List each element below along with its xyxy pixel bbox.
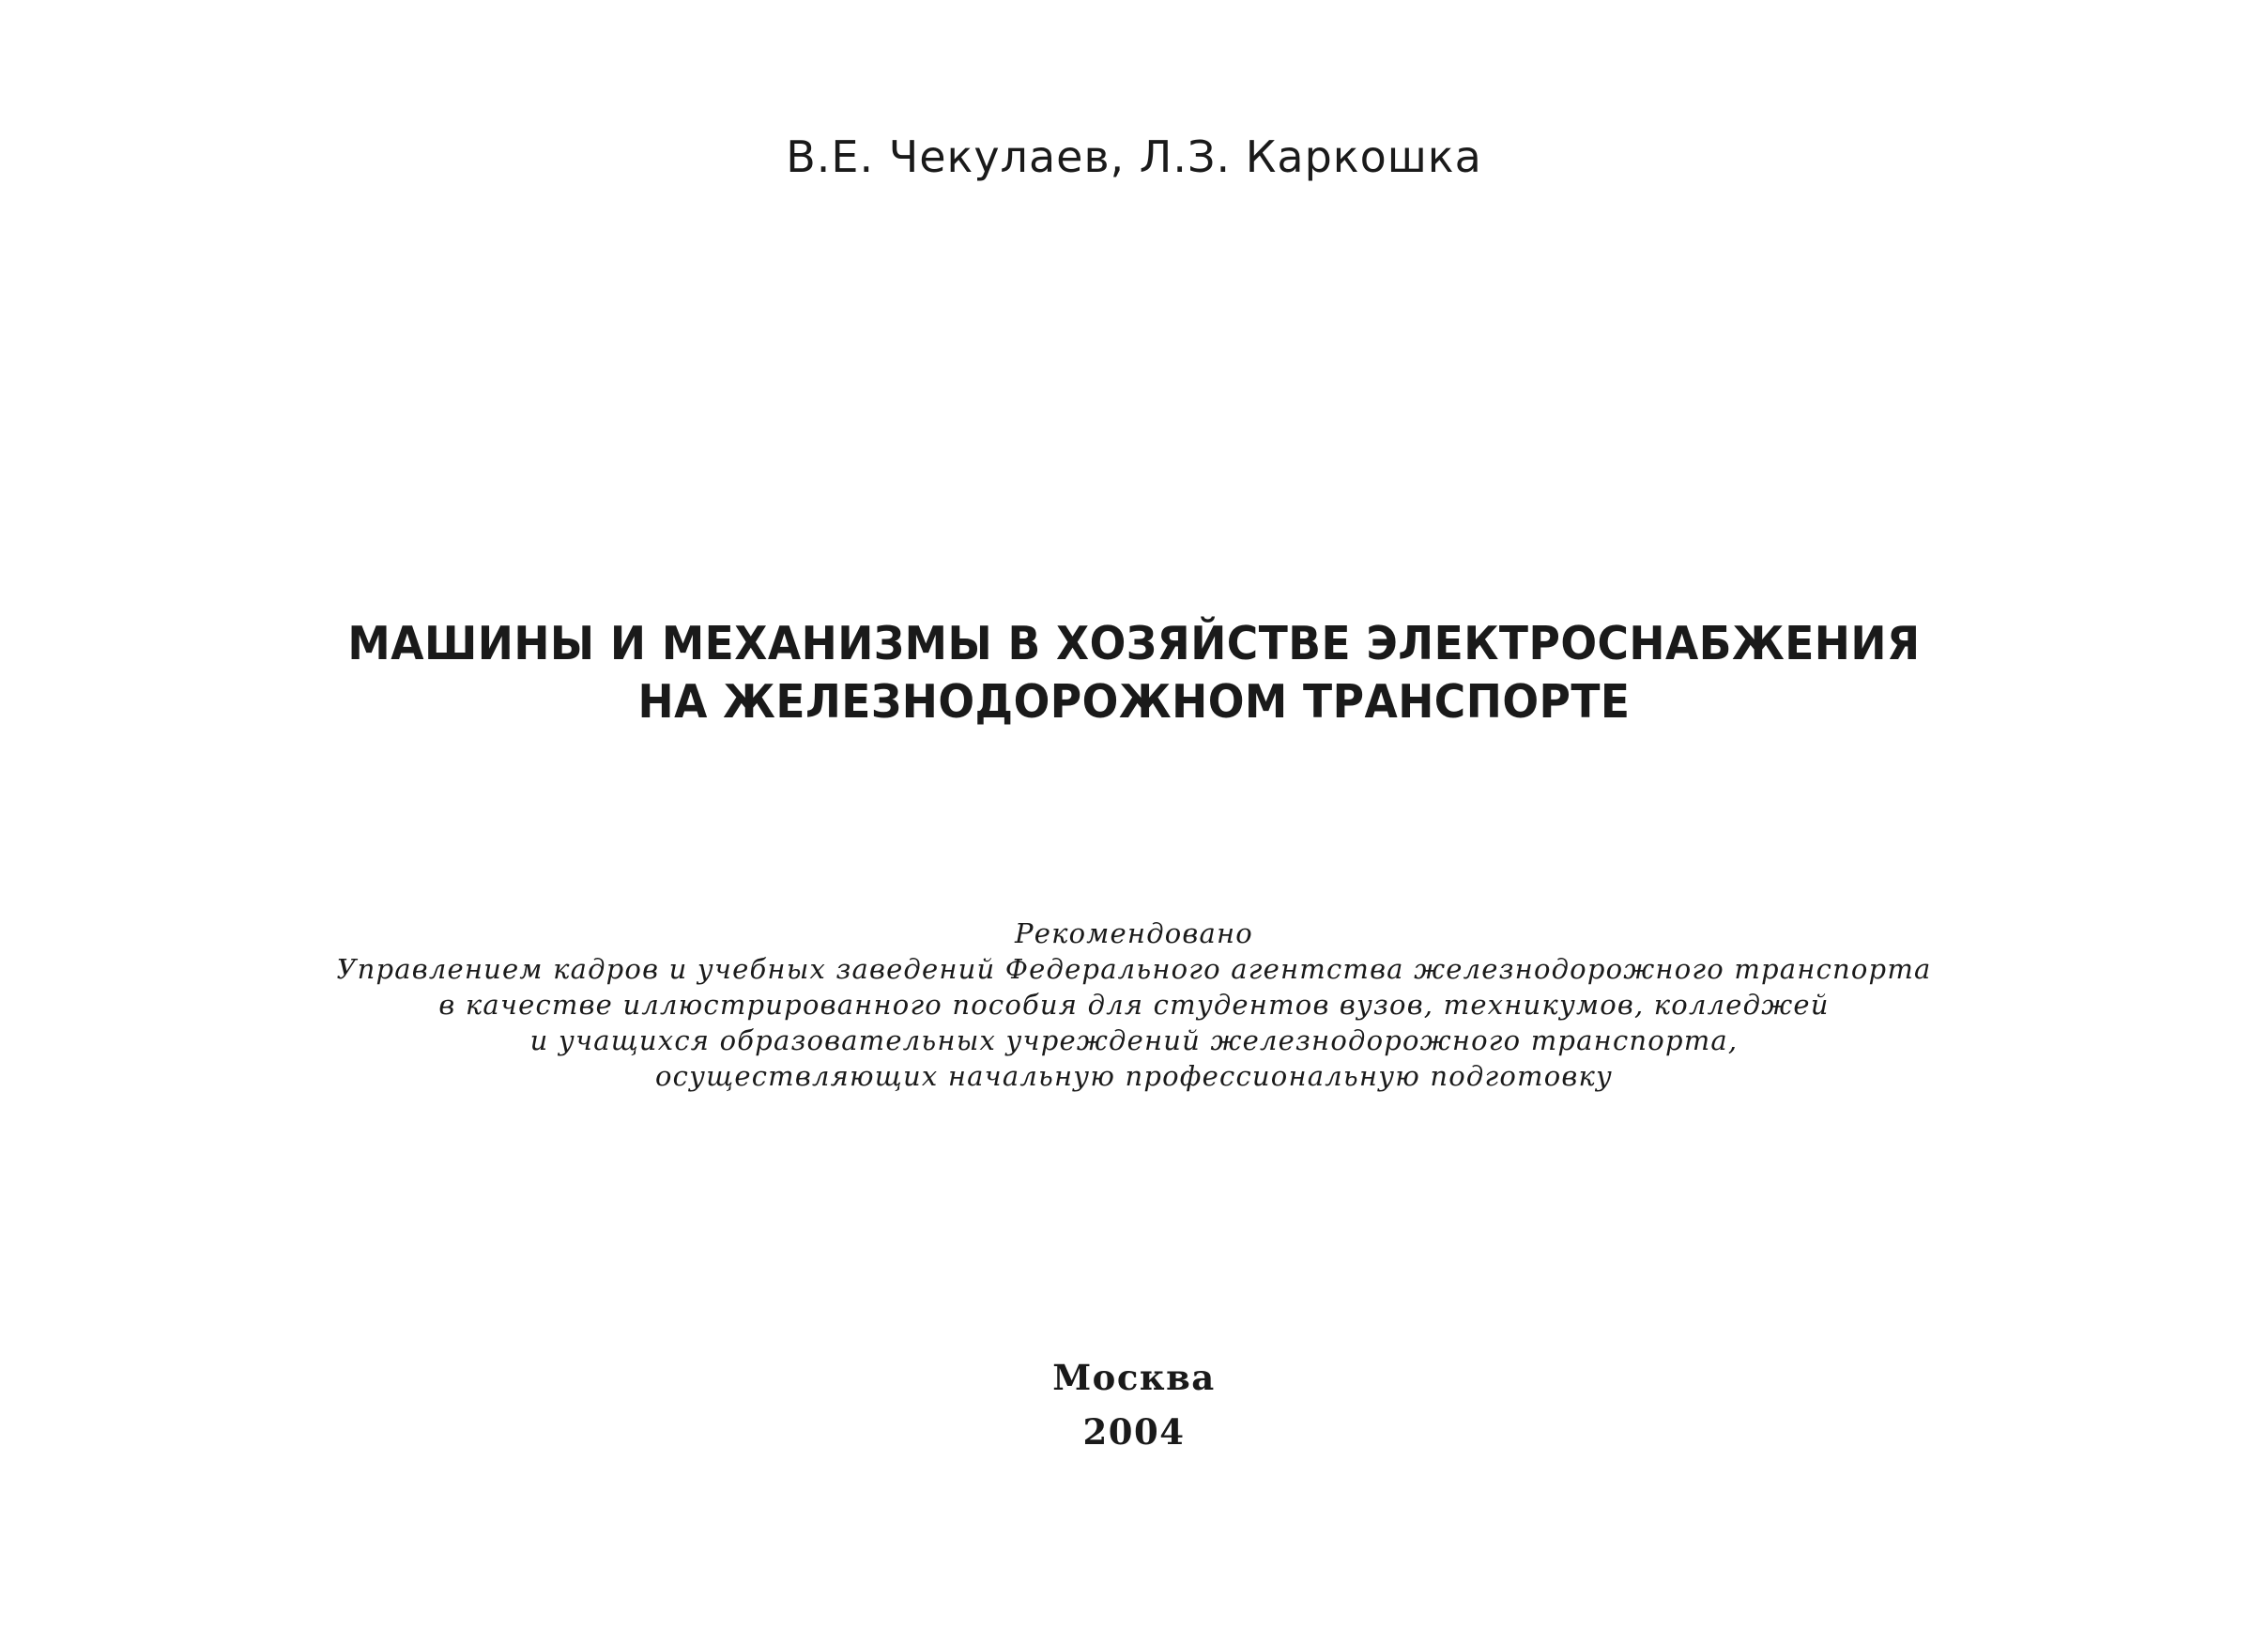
imprint-year: 2004 (1082, 1411, 1186, 1453)
recommendation-line: в качестве иллюстрированного пособия для студентов вузов, техникумов, колледжей (438, 989, 1830, 1021)
book-title (80, 615, 2189, 731)
book-title-line-2: НА ЖЕЛЕЗНОДОРОЖНОМ ТРАНСПОРТЕ (637, 675, 1631, 729)
recommendation-line: и учащихся образовательных учреждений железнодорожного транспорта, (529, 1024, 1739, 1056)
book-title-line-1: МАШИНЫ И МЕХАНИЗМЫ В ХОЗЯЙСТВЕ ЭЛЕКТРОСНАБЖЕНИЯ (347, 617, 1921, 670)
recommendation-heading: Рекомендовано (1015, 917, 1253, 949)
recommendation-block (0, 915, 2268, 1094)
recommendation-line: Управлением кадров и учебных заведений Федерального агентства железнодорожного транспорта (336, 953, 1932, 985)
recommendation-line: осуществляющих начальную профессиональную подготовку (655, 1060, 1613, 1092)
authors: В.Е. Чекулаев, Л.З. Каркошка (786, 131, 1482, 182)
imprint (0, 1350, 2268, 1459)
imprint-city: Москва (1052, 1357, 1216, 1398)
